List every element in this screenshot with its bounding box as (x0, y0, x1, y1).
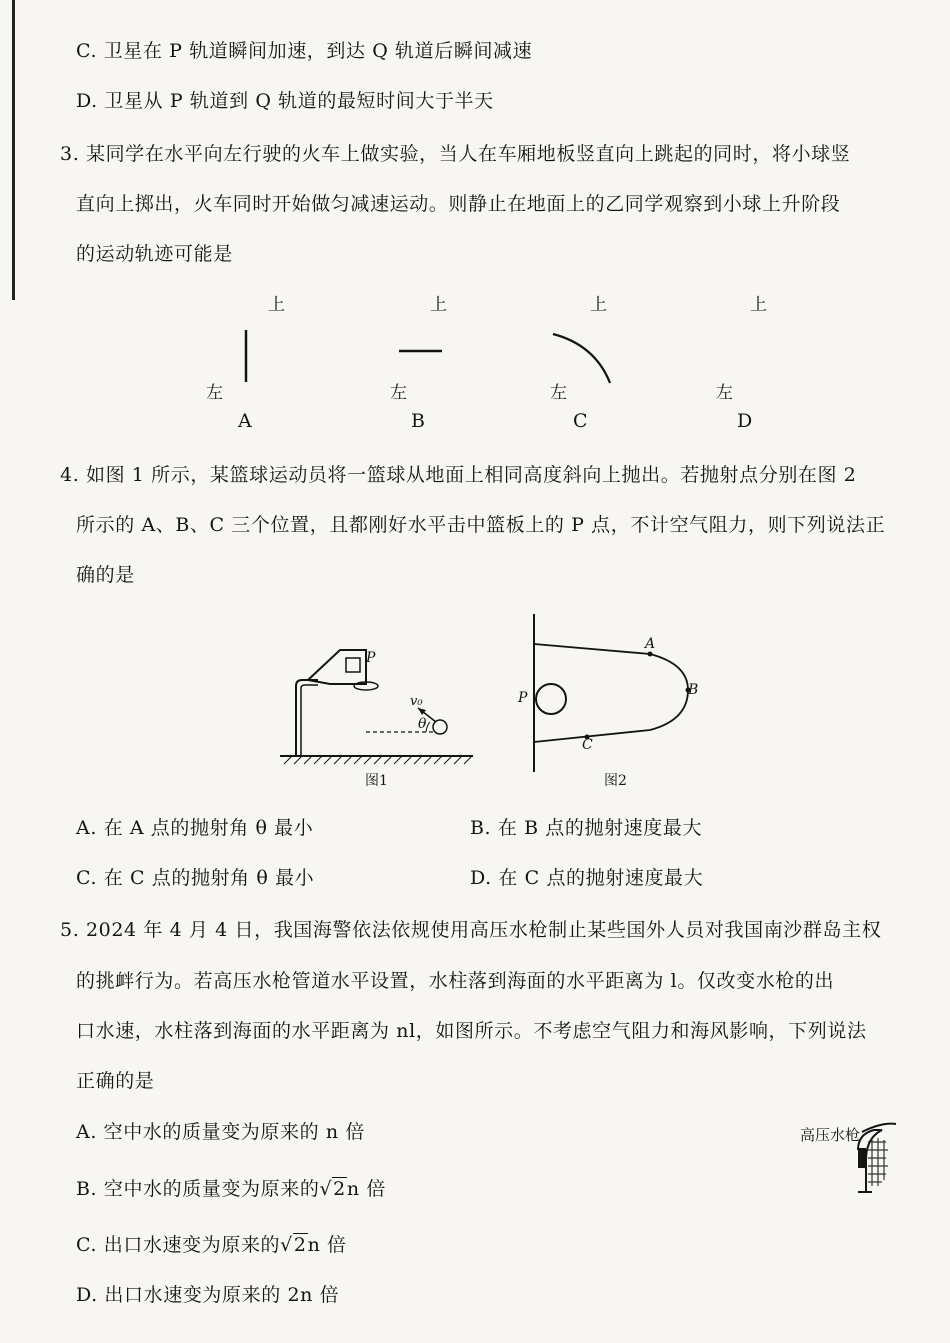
q4-stem-line1: 4. 如图 1 所示，某篮球运动员将一篮球从地面上相同高度斜向上抛出。若抛射点分别在图 2 (60, 464, 857, 486)
q5-option-b (76, 1176, 386, 1202)
q3-stem-line3: 的运动轨迹可能是 (76, 243, 233, 265)
q3-b-up-label: 上 (430, 295, 447, 315)
fig1-label-p: P (366, 650, 376, 666)
q3-c-left-label: 左 (550, 383, 567, 403)
q5-stem-line4: 正确的是 (76, 1070, 155, 1092)
q3-d-left-label: 左 (716, 383, 733, 403)
fig2-label-p: P (518, 690, 528, 706)
q5-option-c-sqrt: √2 (280, 1234, 307, 1256)
q3-c-up-label: 上 (590, 295, 607, 315)
q4-option-b: B. 在 B 点的抛射速度最大 (470, 817, 703, 839)
q5-option-d: D. 出口水速变为原来的 2n 倍 (76, 1284, 340, 1306)
q5-option-b-prefix: B. 空中水的质量变为原来的 (76, 1178, 320, 1200)
q3-choice-d: D (737, 410, 753, 432)
q3-a-up-label: 上 (268, 295, 285, 315)
q5-option-b-radicand: 2 (333, 1178, 346, 1200)
q4-figure1-caption: 图1 (365, 773, 388, 789)
q5-stem-line3: 口水速，水柱落到海面的水平距离为 nl，如图所示。不考虑空气阻力和海风影响，下列说法 (76, 1020, 867, 1042)
fig1-label-v0: v₀ (410, 694, 423, 709)
q3-choice-c: C (573, 410, 588, 432)
q5-option-b-sqrt: √2 (319, 1178, 346, 1200)
fig2-label-a: A (645, 636, 656, 652)
q5-stem-line1: 5. 2024 年 4 月 4 日，我国海警依法依规使用高压水枪制止某些国外人员对我国南沙群岛主权 (60, 919, 882, 941)
margin-binding-line (12, 0, 15, 300)
q4-option-d: D. 在 C 点的抛射速度最大 (470, 867, 704, 889)
q3-c-trajectory-curve (550, 330, 615, 385)
q5-option-b-suffix: n 倍 (346, 1178, 386, 1200)
q4-stem-line3: 确的是 (76, 564, 135, 586)
fig2-label-c: C (582, 737, 593, 753)
q5-option-c-suffix: n 倍 (307, 1234, 347, 1256)
fig2-label-b: B (688, 682, 699, 698)
q4-option-c: C. 在 C 点的抛射角 θ 最小 (76, 867, 315, 889)
q4-figure2-caption: 图2 (604, 773, 627, 789)
q3-stem-line2: 直向上掷出，火车同时开始做匀减速运动。则静止在地面上的乙同学观察到小球上升阶段 (76, 193, 841, 215)
q4-figure2-court (520, 612, 700, 774)
q5-water-cannon-figure (852, 1120, 902, 1198)
q3-a-trajectory-vertical (240, 328, 250, 384)
q3-choice-a: A (238, 410, 252, 432)
q4-figure1-hoop (278, 636, 478, 768)
q3-b-left-label: 左 (390, 383, 407, 403)
q3-d-up-label: 上 (750, 295, 767, 315)
q5-option-a: A. 空中水的质量变为原来的 n 倍 (76, 1121, 365, 1143)
q5-stem-line2: 的挑衅行为。若高压水枪管道水平设置，水柱落到海面的水平距离为 l。仅改变水枪的出 (76, 970, 835, 992)
q3-choice-b: B (411, 410, 425, 432)
q3-a-left-label: 左 (206, 383, 223, 403)
q3-b-trajectory-horizontal (398, 346, 444, 356)
q4-option-a: A. 在 A 点的抛射角 θ 最小 (76, 817, 314, 839)
q2-option-c: C. 卫星在 P 轨道瞬间加速，到达 Q 轨道后瞬间减速 (76, 40, 533, 62)
q4-stem-line2: 所示的 A、B、C 三个位置，且都刚好水平击中篮板上的 P 点，不计空气阻力，则下列说法正 (76, 514, 886, 536)
q5-figure-label: 高压水枪 (800, 1126, 861, 1144)
q5-option-c (76, 1232, 347, 1258)
q5-option-c-radicand: 2 (293, 1234, 307, 1256)
q5-option-c-prefix: C. 出口水速变为原来的 (76, 1234, 281, 1256)
q2-option-d: D. 卫星从 P 轨道到 Q 轨道的最短时间大于半天 (76, 90, 494, 112)
q3-stem-line1: 3. 某同学在水平向左行驶的火车上做实验，当人在车厢地板竖直向上跳起的同时，将小球竖 (60, 143, 851, 165)
fig1-label-theta: θ (418, 716, 427, 732)
